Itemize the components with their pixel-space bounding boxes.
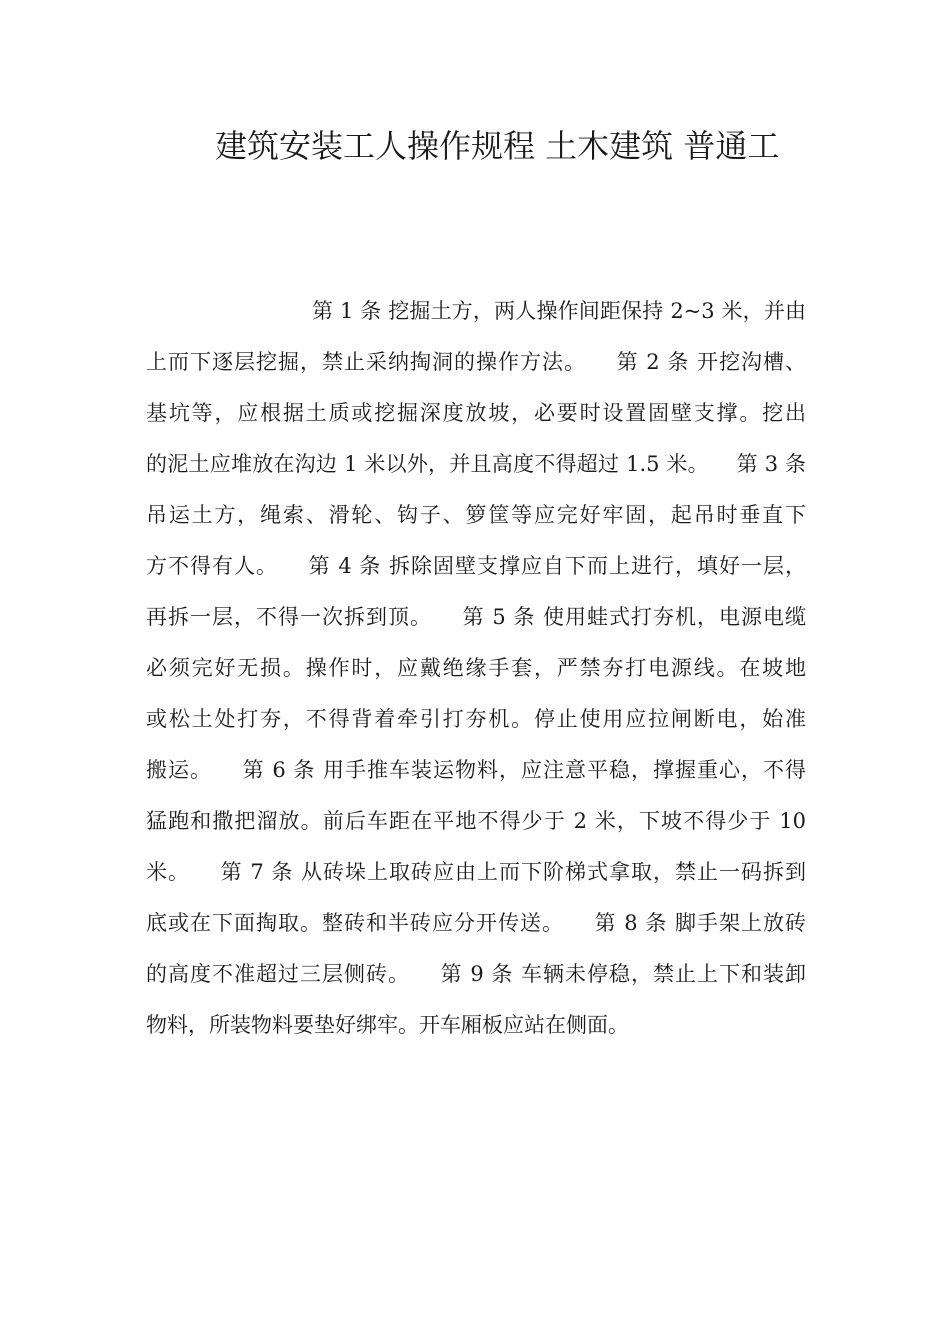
body-line: 第 1 条 挖掘土方，两人操作间距保持 2~3 米，并由 (312, 299, 806, 323)
body-line: 必须完好无损。操作时，应戴绝缘手套，严禁夯打电源线。在坡地 (146, 656, 806, 680)
body-line: 的高度不准超过三层侧砖。 第 9 条 车辆未停稳，禁止上下和装卸 (146, 962, 806, 986)
body-line: 猛跑和撒把溜放。前后车距在平地不得少于 2 米，下坡不得少于 10 (146, 809, 806, 833)
document-title: 建筑安装工人操作规程 土木建筑 普通工 (215, 127, 780, 165)
body-line: 方不得有人。 第 4 条 拆除固壁支撑应自下而上进行，填好一层， (146, 554, 806, 578)
body-line: 物料，所装物料要垫好绑牢。开车厢板应站在侧面。 (146, 1013, 629, 1037)
body-line: 搬运。 第 6 条 用手推车装运物料，应注意平稳，撑握重心，不得 (146, 758, 806, 782)
body-line: 的泥土应堆放在沟边 1 米以外，并且高度不得超过 1.5 米。 第 3 条 (146, 452, 806, 476)
body-line: 基坑等，应根据土质或挖掘深度放坡，必要时设置固壁支撑。挖出 (146, 401, 806, 425)
body-line: 或松土处打夯，不得背着牵引打夯机。停止使用应拉闸断电，始准 (146, 707, 806, 731)
body-line: 上而下逐层挖掘，禁止采纳掏洞的操作方法。 第 2 条 开挖沟槽、 (146, 350, 806, 374)
body-line: 米。 第 7 条 从砖垛上取砖应由上而下阶梯式拿取，禁止一码拆到 (146, 860, 806, 884)
body-line: 吊运土方，绳索、滑轮、钩子、箩筐等应完好牢固，起吊时垂直下 (146, 503, 806, 527)
body-line: 再拆一层，不得一次拆到顶。 第 5 条 使用蛙式打夯机，电源电缆 (146, 605, 806, 629)
body-line: 底或在下面掏取。整砖和半砖应分开传送。 第 8 条 脚手架上放砖 (146, 911, 806, 935)
